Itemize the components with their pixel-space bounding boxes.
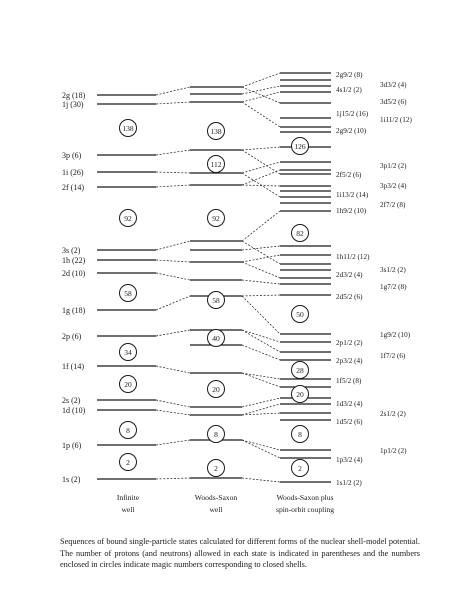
connector-line: [156, 478, 190, 479]
spin-orbit-level-label: 1f7/2 (6): [380, 352, 406, 360]
spin-orbit-level-label: 3d3/2 (4): [380, 81, 407, 89]
connector-line: [242, 211, 280, 241]
column-subtitle: spin-orbit coupling: [275, 505, 335, 514]
connector-line: [242, 86, 280, 94]
column-title: Infinite: [116, 493, 140, 502]
connector-line: [242, 262, 280, 278]
spin-orbit-level-label: 1p3/2 (4): [336, 456, 363, 464]
connector-line: [242, 295, 280, 296]
connector-line: [156, 87, 190, 95]
connector-line: [242, 345, 280, 360]
connector-line: [242, 173, 280, 197]
connector-line: [242, 102, 280, 127]
infinite-level-label: 1f (14): [62, 362, 84, 371]
magic-number-label: 92: [124, 213, 132, 223]
spin-orbit-level-label: 2p3/2 (4): [336, 357, 363, 365]
spin-orbit-level-label: 1s1/2 (2): [336, 479, 362, 487]
connector-line: [242, 404, 280, 415]
magic-number-label: 126: [294, 141, 306, 151]
magic-number-label: 34: [124, 347, 132, 357]
spin-orbit-level-label: 2g9/2 (10): [336, 127, 367, 135]
connector-line: [242, 478, 280, 482]
connector-line: [156, 273, 190, 280]
infinite-level-label: 1s (2): [62, 475, 81, 484]
spin-orbit-level-label: 1g7/2 (8): [380, 283, 407, 291]
connector-line: [242, 241, 280, 264]
column-title: Woods-Saxon: [194, 493, 238, 502]
connector-line: [242, 185, 280, 186]
spin-orbit-level-label: 2f5/2 (6): [336, 171, 362, 179]
magic-number-label: 2: [126, 457, 130, 467]
infinite-level-label: 2f (14): [62, 183, 84, 192]
connector-line: [242, 373, 280, 387]
infinite-level-label: 2d (10): [62, 269, 86, 278]
spin-orbit-level-label: 1i13/2 (14): [336, 191, 369, 199]
spin-orbit-level-label: 4s1/2 (2): [336, 86, 362, 94]
connector-line: [156, 150, 190, 155]
connector-line: [156, 440, 190, 445]
spin-orbit-level-label: 2p1/2 (2): [336, 339, 363, 347]
magic-number-label: 2: [298, 463, 302, 473]
spin-orbit-level-label: 1f5/2 (8): [336, 377, 362, 385]
magic-number-label: 40: [212, 333, 220, 343]
magic-number-label: 112: [210, 159, 222, 169]
connector-line: [156, 296, 190, 310]
spin-orbit-level-label: 1h9/2 (10): [336, 207, 367, 215]
magic-number-label: 8: [214, 429, 218, 439]
magic-number-label: 2: [214, 463, 218, 473]
connector-line: [242, 440, 280, 458]
connector-line: [242, 440, 280, 450]
level-labels: [62, 71, 412, 487]
column-titles: [117, 493, 334, 514]
infinite-level-label: 3p (6): [62, 151, 82, 160]
connector-line: [242, 92, 280, 102]
infinite-level-label: 1i (26): [62, 168, 84, 177]
connector-line: [242, 413, 280, 415]
magic-number-label: 58: [124, 288, 132, 298]
connector-line: [242, 87, 280, 103]
infinite-level-label: 2g (18): [62, 91, 86, 100]
connector-line: [156, 241, 190, 250]
connector-line: [242, 330, 280, 352]
spin-orbit-level-label: 3p1/2 (2): [380, 162, 407, 170]
spin-orbit-level-label: 1i11/2 (12): [380, 116, 412, 124]
spin-orbit-level-label: 1g9/2 (10): [380, 331, 411, 339]
connector-line: [156, 330, 190, 336]
infinite-level-label: 3s (2): [62, 246, 81, 255]
spin-orbit-level-label: 2g9/2 (8): [336, 71, 363, 79]
spin-orbit-level-label: 2d5/2 (6): [336, 293, 363, 301]
infinite-level-label: 1p (6): [62, 441, 82, 450]
spin-orbit-level-label: 1h11/2 (12): [336, 253, 370, 261]
connector-line: [156, 185, 190, 187]
magic-number-label: 82: [296, 228, 304, 238]
magic-number-label: 138: [210, 126, 222, 136]
spin-orbit-level-label: 2d3/2 (4): [336, 271, 363, 279]
connector-line: [242, 280, 280, 284]
magic-number-label: 20: [212, 384, 220, 394]
connector-line: [242, 373, 280, 379]
connector-line: [242, 147, 280, 150]
connector-line: [242, 330, 280, 342]
spin-orbit-level-label: 2f7/2 (8): [380, 201, 406, 209]
infinite-level-label: 1g (18): [62, 306, 86, 315]
spin-orbit-level-label: 3d5/2 (6): [380, 98, 407, 106]
magic-number-label: 92: [212, 213, 220, 223]
magic-number-label: 20: [124, 379, 132, 389]
spin-orbit-level-label: 3s1/2 (2): [380, 266, 406, 274]
magic-number-label: 50: [296, 309, 304, 319]
column-subtitle: well: [121, 505, 135, 514]
infinite-level-label: 1j (30): [62, 100, 84, 109]
spin-orbit-level-label: 2s1/2 (2): [380, 410, 406, 418]
magic-number-label: 138: [122, 123, 134, 133]
column-subtitle: well: [209, 505, 223, 514]
infinite-level-label: 2p (6): [62, 332, 82, 341]
connector-line: [156, 102, 190, 104]
infinite-level-label: 1h (22): [62, 256, 86, 265]
magic-number-label: 8: [126, 425, 130, 435]
connector-line: [156, 172, 190, 173]
connector-line: [242, 170, 280, 185]
magic-number-label: 28: [296, 365, 304, 375]
figure-caption: Sequences of bound single-particle states calculated for different forms of the nuclear shell-model potential. The number of protons (and neutrons) allowed in each state is indicated in parentheses and the numbers enclosed in circles indicate magic numbers corresponding to closed shells.: [60, 537, 420, 569]
spin-orbit-level-label: 1j15/2 (16): [336, 110, 369, 118]
connector-line: [242, 296, 280, 334]
magic-number-label: 58: [212, 295, 220, 305]
connector-line: [242, 73, 280, 87]
magic-number-label: 8: [298, 429, 302, 439]
connector-line: [156, 366, 190, 373]
magic-number-label: 20: [296, 389, 304, 399]
connector-line: [242, 246, 280, 250]
column-title: Woods-Saxon plus: [276, 493, 334, 502]
connector-line: [242, 150, 280, 174]
spin-orbit-level-label: 3p3/2 (4): [380, 182, 407, 190]
connector-line: [156, 410, 190, 415]
spin-orbit-level-label: 1d5/2 (6): [336, 418, 363, 426]
spin-orbit-level-label: 1p1/2 (2): [380, 447, 407, 455]
connector-line: [242, 162, 280, 173]
spin-orbit-level-label: 1d3/2 (4): [336, 400, 363, 408]
infinite-level-label: 1d (10): [62, 406, 86, 415]
infinite-level-label: 2s (2): [62, 396, 81, 405]
connector-line: [156, 400, 190, 407]
connector-line: [156, 260, 190, 262]
